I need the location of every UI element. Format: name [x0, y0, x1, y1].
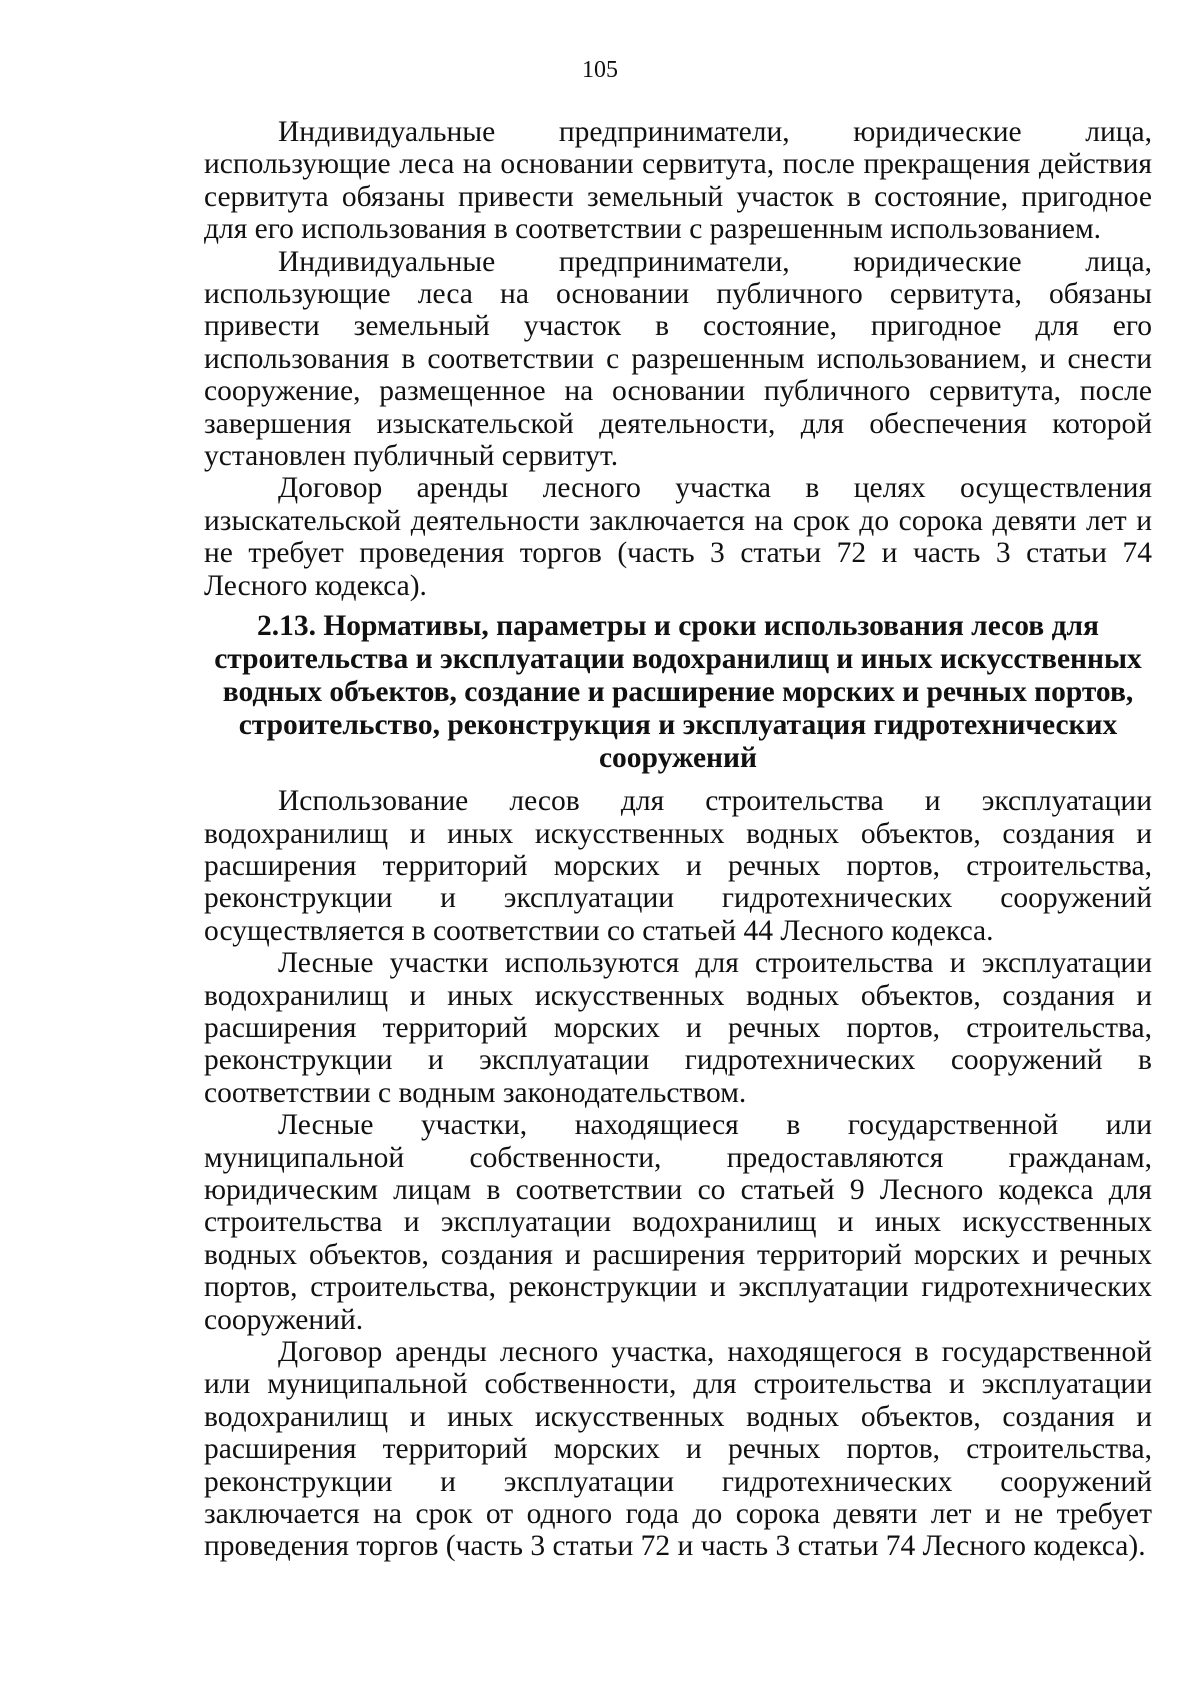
paragraph-lease-term: Договор аренды лесного участка, находящегося в государственной или муниципальной собственности, для строительства и эксплуатации водохранилищ и иных искусственных водных объектов, создания и расширения территорий морских и речных портов, строительства, реконструкции и эксплуатации гидротехнических сооружений заключается на срок от одного года до сорока девяти лет и не требует проведения торгов (часть 3 статьи 72 и часть 3 статьи 74 Лесного кодекса).	[204, 1336, 1152, 1563]
paragraph-public-servitude: Индивидуальные предприниматели, юридические лица, использующие леса на основании публичного сервитута, обязаны привести земельный участок в состояние, пригодное для его использования в соответствии с разрешенным использованием, и снести сооружение, размещенное на основании публичного сервитута, после завершения изыскательской деятельности, для обеспечения которой установлен публичный сервитут.	[204, 245, 1152, 473]
page-number: 105	[582, 57, 618, 83]
section-heading: 2.13. Нормативы, параметры и сроки использования лесов для строительства и эксплуатации водохранилищ и иных искусственных водных объектов, создание и расширение морских и речных портов, строительство, реконструкция и эксплуатация гидротехнических сооружений	[214, 610, 1142, 775]
paragraph-servitude-restoration: Индивидуальные предприниматели, юридические лица, использующие леса на основании сервитута, после прекращения действия сервитута обязаны привести земельный участок в состояние, пригодное для его использования в соответствии с разрешенным использованием.	[204, 116, 1152, 246]
paragraph-survey-lease: Договор аренды лесного участка в целях осуществления изыскательской деятельности заключается на срок до сорока девяти лет и не требует проведения торгов (часть 3 статьи 72 и часть 3 статьи 74 Лесного кодекса).	[204, 472, 1152, 602]
paragraph-forest-use: Использование лесов для строительства и эксплуатации водохранилищ и иных искусственных водных объектов, создания и расширения территорий морских и речных портов, строительства, реконструкции и эксплуатации гидротехнических сооружений осуществляется в соответствии со статьей 44 Лесного кодекса.	[204, 785, 1152, 947]
paragraph-plots-provision: Лесные участки, находящиеся в государственной или муниципальной собственности, предоставляются гражданам, юридическим лицам в соответствии со статьей 9 Лесного кодекса для строительства и эксплуатации водохранилищ и иных искусственных водных объектов, создания и расширения территорий морских и речных портов, строительства, реконструкции и эксплуатации гидротехнических сооружений.	[204, 1109, 1152, 1336]
paragraph-forest-plots-use: Лесные участки используются для строительства и эксплуатации водохранилищ и иных искусственных водных объектов, создания и расширения территорий морских и речных портов, строительства, реконструкции и эксплуатации гидротехнических сооружений в соответствии с водным законодательством.	[204, 947, 1152, 1109]
page-content	[204, 116, 1152, 1563]
